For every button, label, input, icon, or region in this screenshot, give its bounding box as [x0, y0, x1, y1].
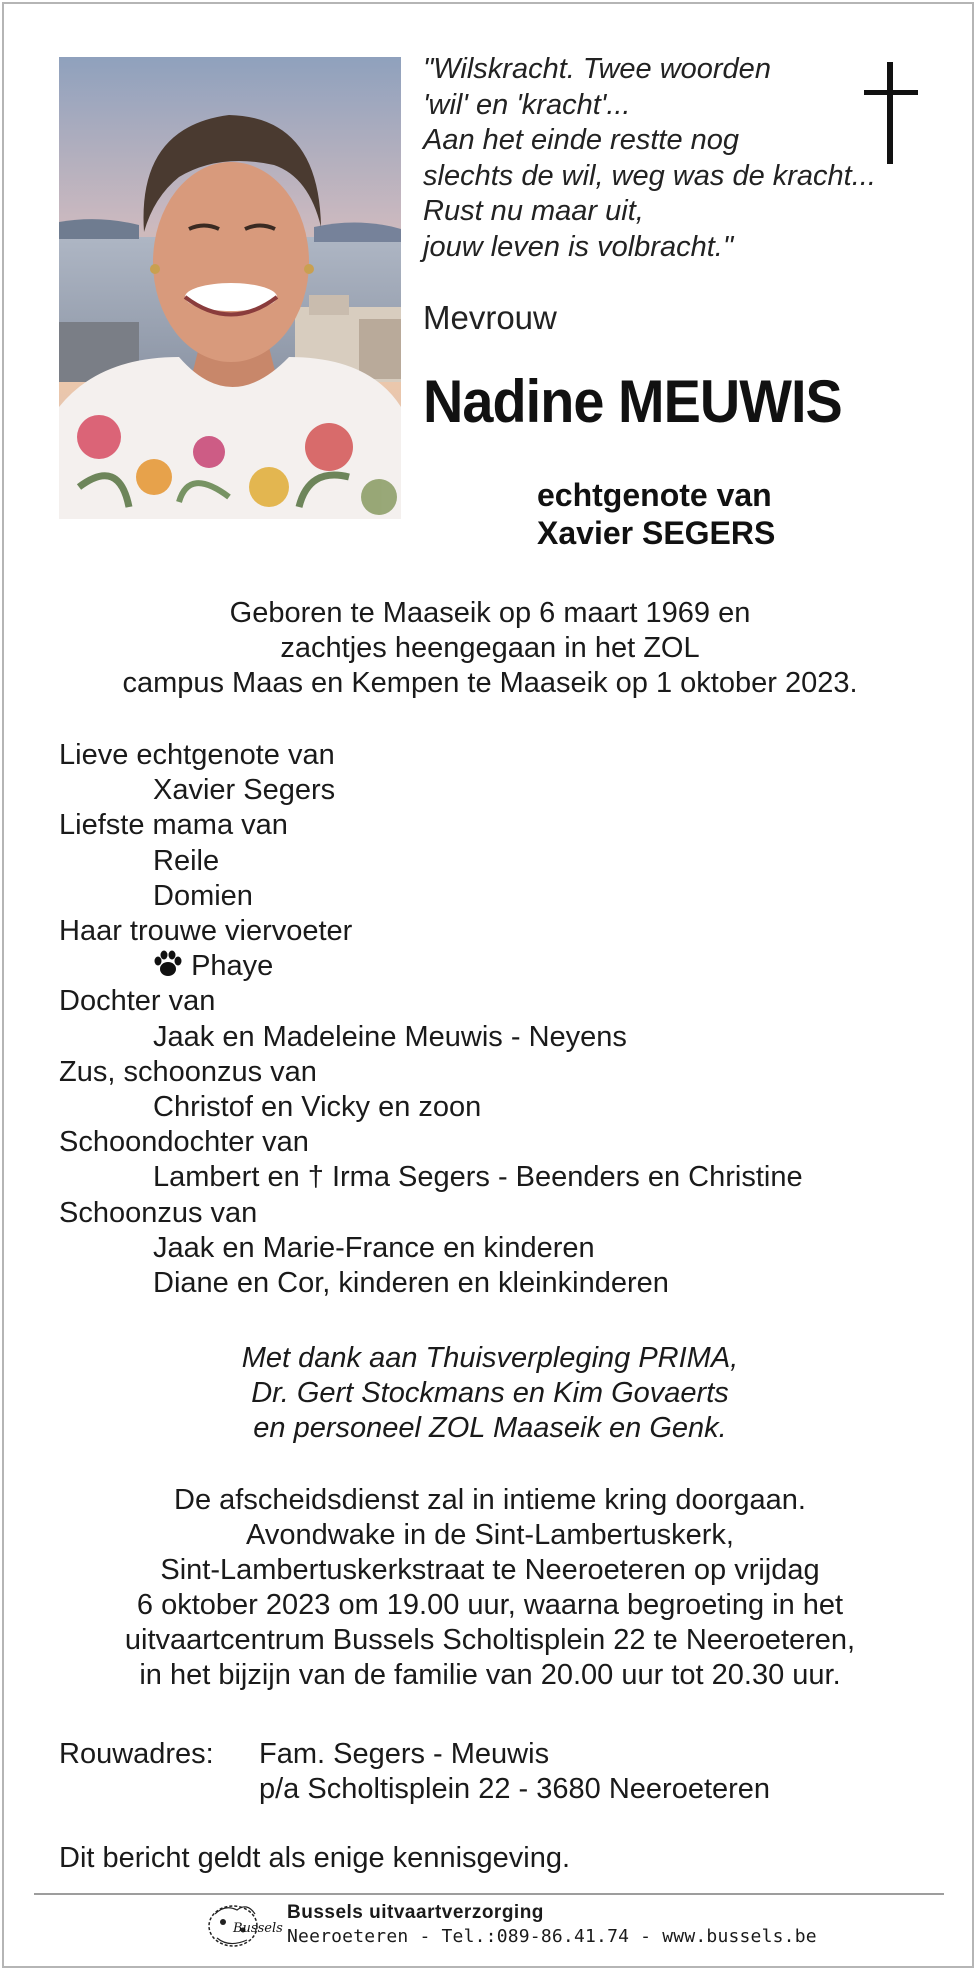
family-label: Zus, schoonzus van — [59, 1055, 317, 1088]
spouse-block — [537, 476, 775, 552]
family-member: Reile — [153, 844, 220, 877]
family-member: Domien — [153, 879, 253, 912]
funeral-home-name: Bussels uitvaartverzorging — [287, 1902, 544, 1923]
pet-row — [59, 949, 803, 984]
address-line: p/a Scholtisplein 22 - 3680 Neeroeteren — [259, 1773, 771, 1805]
address-label: Rouwadres: — [59, 1738, 214, 1770]
deceased-name: Nadine MEUWIS — [423, 368, 842, 435]
family-label: Schoondochter van — [59, 1126, 309, 1159]
family-member: Jaak en Madeleine Meuwis - Neyens — [153, 1020, 627, 1053]
funeral-home-contact: Neeroeteren - Tel.:089-86.41.74 - www.bussels.be — [287, 1926, 817, 1947]
pet-name: Phaye — [191, 950, 274, 983]
birth-line: Geboren te Maaseik op 6 maart 1969 en — [229, 597, 751, 629]
family-list — [59, 738, 803, 1301]
relation-label: echtgenote van — [537, 477, 772, 513]
poem-line: Aan het einde restte nog — [423, 124, 740, 156]
service-text — [40, 1483, 940, 1693]
family-member: Christof en Vicky en zoon — [153, 1091, 482, 1124]
birth-line: zachtjes heengegaan in het ZOL — [280, 632, 700, 664]
mourning-address — [59, 1737, 770, 1807]
family-member: Xavier Segers — [153, 774, 336, 807]
family-member: Diane en Cor, kinderen en kleinkinderen — [153, 1267, 669, 1300]
service-line: in het bijzijn van de familie van 20.00 uur tot 20.30 uur. — [139, 1659, 841, 1691]
family-label: Lieve echtgenote van — [59, 739, 335, 771]
family-member: Lambert en † Irma Segers - Beenders en Christine — [153, 1161, 803, 1194]
poem-line: "Wilskracht. Twee woorden — [423, 53, 771, 85]
birth-line: campus Maas en Kempen te Maaseik op 1 oktober 2023. — [122, 667, 858, 699]
service-line: Avondwake in de Sint-Lambertuskerk, — [246, 1519, 734, 1551]
service-line: De afscheidsdienst zal in intieme kring doorgaan. — [174, 1484, 806, 1516]
thanks-text — [40, 1341, 940, 1446]
thanks-line: en personeel ZOL Maaseik en Genk. — [253, 1412, 727, 1444]
poem-line: jouw leven is volbracht." — [423, 230, 734, 263]
logo-text: Bussels — [233, 1921, 283, 1936]
funeral-home-logo — [203, 1900, 283, 1961]
paw-icon — [153, 950, 183, 982]
family-label: Dochter van — [59, 985, 216, 1018]
honorific: Mevrouw — [423, 299, 557, 336]
spouse-name: Xavier SEGERS — [537, 515, 776, 551]
footer-divider — [34, 1893, 944, 1895]
family-label: Schoonzus van — [59, 1196, 258, 1229]
family-label: Haar trouwe viervoeter — [59, 915, 353, 948]
service-line: 6 oktober 2023 om 19.00 uur, waarna begroeting in het — [136, 1589, 844, 1621]
thanks-line: Dr. Gert Stockmans en Kim Govaerts — [251, 1377, 729, 1409]
poem-line: 'wil' en 'kracht'... — [423, 88, 631, 121]
cross-icon — [860, 62, 922, 169]
birth-text — [40, 596, 940, 701]
poem-line: Rust nu maar uit, — [423, 195, 644, 227]
family-label: Liefste mama van — [59, 809, 288, 842]
notice-text: Dit bericht geldt als enige kennisgeving. — [59, 1842, 571, 1874]
thanks-line: Met dank aan Thuisverpleging PRIMA, — [241, 1342, 739, 1374]
address-line: Fam. Segers - Meuwis — [259, 1738, 550, 1770]
service-line: Sint-Lambertuskerkstraat te Neeroeteren op vrijdag — [160, 1554, 820, 1586]
family-member: Jaak en Marie-France en kinderen — [153, 1231, 595, 1264]
portrait-photo — [59, 57, 401, 519]
service-line: uitvaartcentrum Bussels Scholtisplein 22 te Neeroeteren, — [124, 1624, 856, 1656]
poem-line: slechts de wil, weg was de kracht... — [423, 159, 876, 192]
